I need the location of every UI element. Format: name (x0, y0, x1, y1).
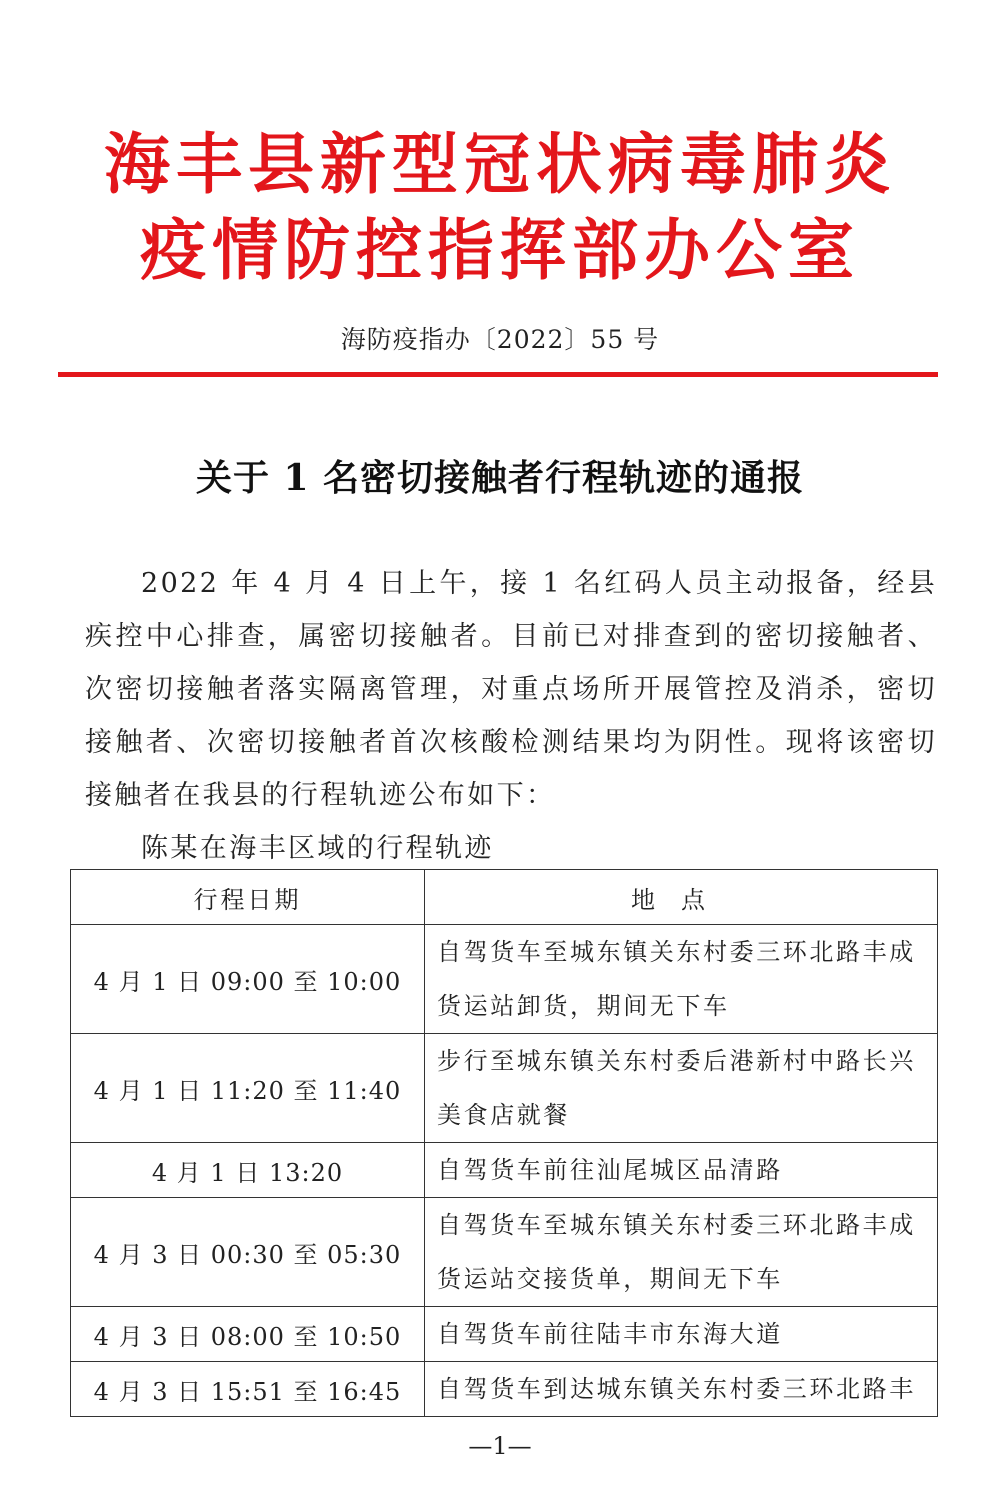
red-separator-line (58, 372, 938, 377)
row-place: 自驾货车至城东镇关东村委三环北路丰成货运站卸货，期间无下车 (425, 925, 938, 1034)
table-header-row (71, 870, 938, 925)
row-date: 4 月 1 日 09:00 至 10:00 (71, 925, 425, 1034)
table-row (71, 925, 938, 1034)
row-place: 自驾货车前往汕尾城区品清路 (425, 1143, 938, 1198)
document-title: 关于 1 名密切接触者行程轨迹的通报 (195, 457, 805, 499)
row-place: 自驾货车前往陆丰市东海大道 (425, 1307, 938, 1362)
row-place: 自驾货车到达城东镇关东村委三环北路丰 (425, 1362, 938, 1417)
body-paragraph: 2022 年 4 月 4 日上午，接 1 名红码人员主动报备，经县疾控中心排查，属密切接触者。目前已对排查到的密切接触者、次密切接触者落实隔离管理，对重点场所开展管控及消杀，密切接触者、次密切接触者首次核酸检测结果均为阴性。现将该密切接触者在我县的行程轨迹公布如下： (85, 568, 937, 811)
row-date: 4 月 3 日 15:51 至 16:45 (71, 1362, 425, 1417)
row-date: 4 月 1 日 13:20 (71, 1143, 425, 1198)
table-row (71, 1143, 938, 1198)
table-caption: 陈某在海丰区域的行程轨迹 (141, 833, 494, 864)
row-date: 4 月 1 日 11:20 至 11:40 (71, 1034, 425, 1143)
table-row (71, 1198, 938, 1307)
row-place: 自驾货车至城东镇关东村委三环北路丰成货运站交接货单，期间无下车 (425, 1198, 938, 1307)
issuer-title-line-1: 海丰县新型冠状病毒肺炎 (104, 126, 896, 203)
row-date: 4 月 3 日 00:30 至 05:30 (71, 1198, 425, 1307)
header-place: 地点 (425, 870, 938, 925)
table-row (71, 1034, 938, 1143)
header-date: 行程日期 (71, 870, 425, 925)
table-row (71, 1362, 938, 1417)
document-number: 海防疫指办〔2022〕55 号 (340, 325, 660, 354)
row-place: 步行至城东镇关东村委后港新村中路长兴美食店就餐 (425, 1034, 938, 1143)
table-row (71, 1307, 938, 1362)
issuer-title-line-2: 疫情防控指挥部办公室 (140, 212, 860, 289)
row-date: 4 月 3 日 08:00 至 10:50 (71, 1307, 425, 1362)
itinerary-table (70, 869, 938, 1417)
page-number: —1— (468, 1432, 532, 1460)
